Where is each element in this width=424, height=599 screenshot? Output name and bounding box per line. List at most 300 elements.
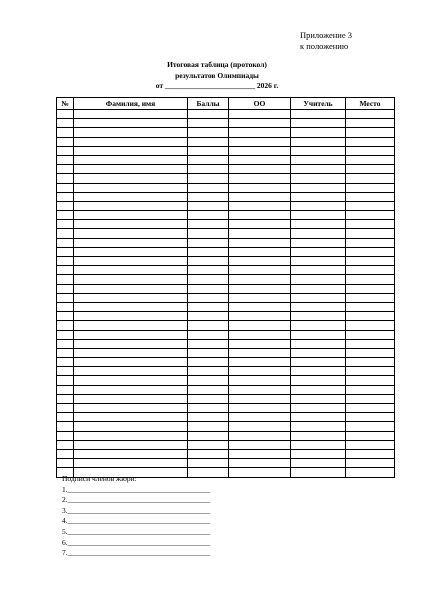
table-cell: [74, 413, 188, 422]
table-cell: [188, 183, 229, 192]
table-cell: [188, 192, 229, 201]
table-cell: [74, 404, 188, 413]
table-cell: [57, 293, 74, 302]
table-cell: [346, 238, 395, 247]
table-cell: [229, 275, 291, 284]
table-cell: [57, 404, 74, 413]
table-cell: [346, 247, 395, 256]
table-cell: [346, 302, 395, 311]
table-cell: [291, 321, 346, 330]
table-cell: [74, 146, 188, 155]
table-row: [57, 128, 395, 137]
table-cell: [57, 459, 74, 468]
table-cell: [74, 385, 188, 394]
table-cell: [74, 312, 188, 321]
signatures-heading: Подписи членов жюри:: [62, 474, 137, 483]
table-cell: [57, 275, 74, 284]
table-cell: [291, 449, 346, 458]
table-cell: [188, 266, 229, 275]
table-cell: [74, 284, 188, 293]
table-cell: [291, 312, 346, 321]
table-row: [57, 119, 395, 128]
table-cell: [229, 155, 291, 164]
table-cell: [291, 394, 346, 403]
table-cell: [229, 183, 291, 192]
table-cell: [74, 459, 188, 468]
table-cell: [188, 431, 229, 440]
table-cell: [74, 128, 188, 137]
table-cell: [346, 119, 395, 128]
header-school: ОО: [229, 98, 291, 110]
table-cell: [188, 211, 229, 220]
title-line-2: результатов Олимпиады: [175, 70, 259, 80]
table-cell: [57, 247, 74, 256]
table-cell: [188, 367, 229, 376]
table-cell: [346, 385, 395, 394]
table-row: [57, 422, 395, 431]
title-line-1: Итоговая таблица (протокол): [167, 60, 267, 69]
table-cell: [229, 146, 291, 155]
table-cell: [291, 293, 346, 302]
table-cell: [188, 376, 229, 385]
table-cell: [229, 174, 291, 183]
table-row: [57, 293, 395, 302]
table-cell: [346, 376, 395, 385]
table-cell: [57, 238, 74, 247]
table-cell: [74, 376, 188, 385]
signature-line: 6.______________________________________: [62, 537, 211, 547]
table-cell: [291, 155, 346, 164]
table-cell: [74, 266, 188, 275]
table-cell: [188, 358, 229, 367]
table-cell: [57, 367, 74, 376]
table-cell: [57, 174, 74, 183]
table-cell: [229, 229, 291, 238]
table-cell: [291, 459, 346, 468]
table-cell: [188, 128, 229, 137]
table-cell: [74, 211, 188, 220]
table-cell: [229, 321, 291, 330]
table-cell: [229, 247, 291, 256]
table-cell: [74, 440, 188, 449]
table-cell: [291, 247, 346, 256]
table-cell: [346, 330, 395, 339]
signature-line: 4.______________________________________: [62, 516, 211, 526]
table-cell: [346, 348, 395, 357]
table-cell: [57, 110, 74, 119]
table-cell: [229, 211, 291, 220]
table-cell: [291, 165, 346, 174]
table-cell: [291, 385, 346, 394]
table-cell: [346, 312, 395, 321]
table-cell: [188, 302, 229, 311]
table-cell: [57, 220, 74, 229]
table-cell: [346, 110, 395, 119]
table-cell: [291, 229, 346, 238]
table-cell: [291, 330, 346, 339]
table-cell: [291, 238, 346, 247]
table-cell: [291, 275, 346, 284]
table-row: [57, 247, 395, 256]
table-row: [57, 312, 395, 321]
table-cell: [229, 266, 291, 275]
table-cell: [346, 137, 395, 146]
table-cell: [188, 119, 229, 128]
table-cell: [229, 385, 291, 394]
table-cell: [74, 238, 188, 247]
table-cell: [188, 247, 229, 256]
table-cell: [229, 468, 291, 477]
table-cell: [188, 440, 229, 449]
table-cell: [229, 330, 291, 339]
table-cell: [188, 422, 229, 431]
table-cell: [229, 394, 291, 403]
table-cell: [291, 468, 346, 477]
table-cell: [57, 358, 74, 367]
table-cell: [346, 266, 395, 275]
table-cell: [346, 146, 395, 155]
table-cell: [74, 275, 188, 284]
table-cell: [57, 302, 74, 311]
table-cell: [229, 367, 291, 376]
table-cell: [229, 238, 291, 247]
table-row: [57, 367, 395, 376]
table-cell: [346, 155, 395, 164]
table-cell: [74, 302, 188, 311]
table-row: [57, 302, 395, 311]
table-cell: [74, 339, 188, 348]
table-cell: [346, 174, 395, 183]
table-cell: [346, 165, 395, 174]
table-cell: [346, 413, 395, 422]
table-cell: [74, 192, 188, 201]
table-body: [57, 110, 395, 478]
table-cell: [188, 348, 229, 357]
table-cell: [74, 229, 188, 238]
table-row: [57, 385, 395, 394]
table-cell: [291, 119, 346, 128]
table-cell: [57, 266, 74, 275]
table-cell: [346, 284, 395, 293]
table-cell: [57, 394, 74, 403]
table-cell: [229, 422, 291, 431]
table-cell: [291, 440, 346, 449]
table-cell: [57, 201, 74, 210]
table-cell: [188, 449, 229, 458]
table-cell: [229, 339, 291, 348]
table-cell: [188, 321, 229, 330]
table-cell: [57, 137, 74, 146]
table-row: [57, 449, 395, 458]
table-row: [57, 348, 395, 357]
table-cell: [74, 247, 188, 256]
table-cell: [188, 110, 229, 119]
table-cell: [291, 404, 346, 413]
table-cell: [74, 321, 188, 330]
table-cell: [291, 146, 346, 155]
table-cell: [291, 367, 346, 376]
table-cell: [229, 220, 291, 229]
table-cell: [188, 385, 229, 394]
table-cell: [74, 183, 188, 192]
table-cell: [188, 394, 229, 403]
table-cell: [229, 413, 291, 422]
table-cell: [291, 339, 346, 348]
table-cell: [57, 257, 74, 266]
signature-line: 3.______________________________________: [62, 505, 211, 515]
table-cell: [74, 330, 188, 339]
table-cell: [229, 165, 291, 174]
table-cell: [57, 440, 74, 449]
results-table: [56, 97, 395, 478]
table-cell: [346, 358, 395, 367]
table-cell: [291, 376, 346, 385]
table-cell: [57, 128, 74, 137]
table-cell: [229, 201, 291, 210]
table-row: [57, 284, 395, 293]
table-row: [57, 376, 395, 385]
table-cell: [291, 413, 346, 422]
table-row: [57, 137, 395, 146]
table-cell: [188, 165, 229, 174]
table-cell: [188, 284, 229, 293]
table-cell: [291, 137, 346, 146]
table-row: [57, 192, 395, 201]
table-cell: [188, 293, 229, 302]
table-cell: [346, 257, 395, 266]
table-cell: [57, 431, 74, 440]
appendix-note: [300, 30, 410, 52]
table-cell: [74, 348, 188, 357]
table-cell: [229, 293, 291, 302]
table-cell: [229, 459, 291, 468]
table-cell: [291, 211, 346, 220]
table-cell: [229, 348, 291, 357]
table-cell: [229, 128, 291, 137]
header-name: Фамилия, имя: [74, 98, 188, 110]
table-cell: [188, 229, 229, 238]
table-cell: [291, 422, 346, 431]
table-row: [57, 110, 395, 119]
table-cell: [346, 459, 395, 468]
table-cell: [229, 376, 291, 385]
table-cell: [291, 358, 346, 367]
table-row: [57, 220, 395, 229]
table-cell: [74, 367, 188, 376]
table-cell: [346, 275, 395, 284]
table-row: [57, 440, 395, 449]
table-cell: [346, 394, 395, 403]
table-cell: [57, 229, 74, 238]
table-cell: [74, 174, 188, 183]
table-cell: [291, 266, 346, 275]
table-row: [57, 155, 395, 164]
table-cell: [74, 422, 188, 431]
table-cell: [57, 155, 74, 164]
table-cell: [57, 413, 74, 422]
table-row: [57, 201, 395, 210]
table-cell: [57, 449, 74, 458]
table-row: [57, 413, 395, 422]
table-cell: [57, 376, 74, 385]
table-cell: [229, 358, 291, 367]
table-cell: [229, 440, 291, 449]
table-cell: [229, 312, 291, 321]
table-cell: [74, 119, 188, 128]
table-cell: [57, 422, 74, 431]
table-cell: [188, 275, 229, 284]
table-cell: [57, 321, 74, 330]
table-cell: [291, 174, 346, 183]
table-cell: [346, 404, 395, 413]
table-cell: [74, 449, 188, 458]
jury-signatures: [62, 474, 210, 559]
table-row: [57, 404, 395, 413]
table-cell: [346, 431, 395, 440]
table-cell: [188, 146, 229, 155]
table-cell: [346, 229, 395, 238]
table-cell: [291, 284, 346, 293]
table-cell: [346, 339, 395, 348]
table-cell: [229, 119, 291, 128]
appendix-line-2: к положению: [300, 41, 349, 51]
table-cell: [346, 367, 395, 376]
table-cell: [229, 449, 291, 458]
table-cell: [346, 293, 395, 302]
table-cell: [188, 413, 229, 422]
table-cell: [57, 339, 74, 348]
table-cell: [291, 128, 346, 137]
table-cell: [188, 238, 229, 247]
table-cell: [346, 440, 395, 449]
table-header-row: [57, 98, 395, 110]
table-cell: [57, 284, 74, 293]
table-row: [57, 174, 395, 183]
table-cell: [188, 339, 229, 348]
appendix-line-1: Приложение 3: [300, 30, 352, 40]
table-cell: [57, 146, 74, 155]
table-cell: [291, 192, 346, 201]
table-row: [57, 229, 395, 238]
table-row: [57, 394, 395, 403]
table-cell: [74, 155, 188, 164]
table-cell: [291, 257, 346, 266]
table-cell: [291, 201, 346, 210]
table-cell: [346, 183, 395, 192]
table-cell: [346, 128, 395, 137]
table-cell: [229, 110, 291, 119]
table-row: [57, 330, 395, 339]
table-cell: [74, 165, 188, 174]
title-line-3: от ________________________ 2026 г.: [155, 81, 279, 90]
table-cell: [57, 119, 74, 128]
table-cell: [57, 348, 74, 357]
table-cell: [57, 312, 74, 321]
table-cell: [74, 358, 188, 367]
table-cell: [346, 201, 395, 210]
table-cell: [74, 201, 188, 210]
table-row: [57, 358, 395, 367]
table-cell: [291, 183, 346, 192]
table-cell: [57, 183, 74, 192]
table-cell: [57, 385, 74, 394]
table-row: [57, 266, 395, 275]
table-cell: [346, 220, 395, 229]
table-cell: [291, 110, 346, 119]
table-row: [57, 257, 395, 266]
table-cell: [188, 174, 229, 183]
table-row: [57, 431, 395, 440]
table-cell: [188, 137, 229, 146]
table-cell: [346, 468, 395, 477]
table-cell: [346, 211, 395, 220]
table-cell: [57, 330, 74, 339]
table-cell: [188, 220, 229, 229]
table-cell: [229, 302, 291, 311]
signature-line: 5.______________________________________: [62, 526, 211, 536]
table-cell: [74, 220, 188, 229]
table-cell: [188, 201, 229, 210]
table-cell: [57, 165, 74, 174]
signature-line: 2.______________________________________: [62, 495, 211, 505]
table-row: [57, 238, 395, 247]
table-row: [57, 339, 395, 348]
table-cell: [291, 348, 346, 357]
header-teacher: Учитель: [291, 98, 346, 110]
table-cell: [74, 137, 188, 146]
table-row: [57, 211, 395, 220]
table-cell: [188, 155, 229, 164]
table-cell: [74, 394, 188, 403]
table-row: [57, 183, 395, 192]
table-cell: [229, 192, 291, 201]
table-cell: [188, 330, 229, 339]
table-cell: [229, 431, 291, 440]
table-row: [57, 165, 395, 174]
signature-line: 1.______________________________________: [62, 484, 211, 494]
header-score: Баллы: [188, 98, 229, 110]
table-cell: [291, 302, 346, 311]
header-number: №: [57, 98, 74, 110]
table-cell: [346, 321, 395, 330]
table-cell: [291, 220, 346, 229]
table-row: [57, 275, 395, 284]
table-cell: [229, 284, 291, 293]
table-cell: [57, 192, 74, 201]
table-cell: [291, 431, 346, 440]
table-row: [57, 146, 395, 155]
table-cell: [229, 404, 291, 413]
table-cell: [188, 312, 229, 321]
table-cell: [346, 422, 395, 431]
table-cell: [346, 449, 395, 458]
table-cell: [74, 293, 188, 302]
table-cell: [188, 257, 229, 266]
table-cell: [74, 431, 188, 440]
table-cell: [188, 404, 229, 413]
table-row: [57, 321, 395, 330]
table-cell: [346, 192, 395, 201]
table-cell: [229, 137, 291, 146]
document-title: [56, 60, 378, 92]
signature-line: 7.______________________________________: [62, 548, 211, 558]
table-cell: [74, 110, 188, 119]
table-cell: [188, 459, 229, 468]
table-cell: [57, 211, 74, 220]
table-cell: [229, 257, 291, 266]
table-row: [57, 459, 395, 468]
header-place: Место: [346, 98, 395, 110]
